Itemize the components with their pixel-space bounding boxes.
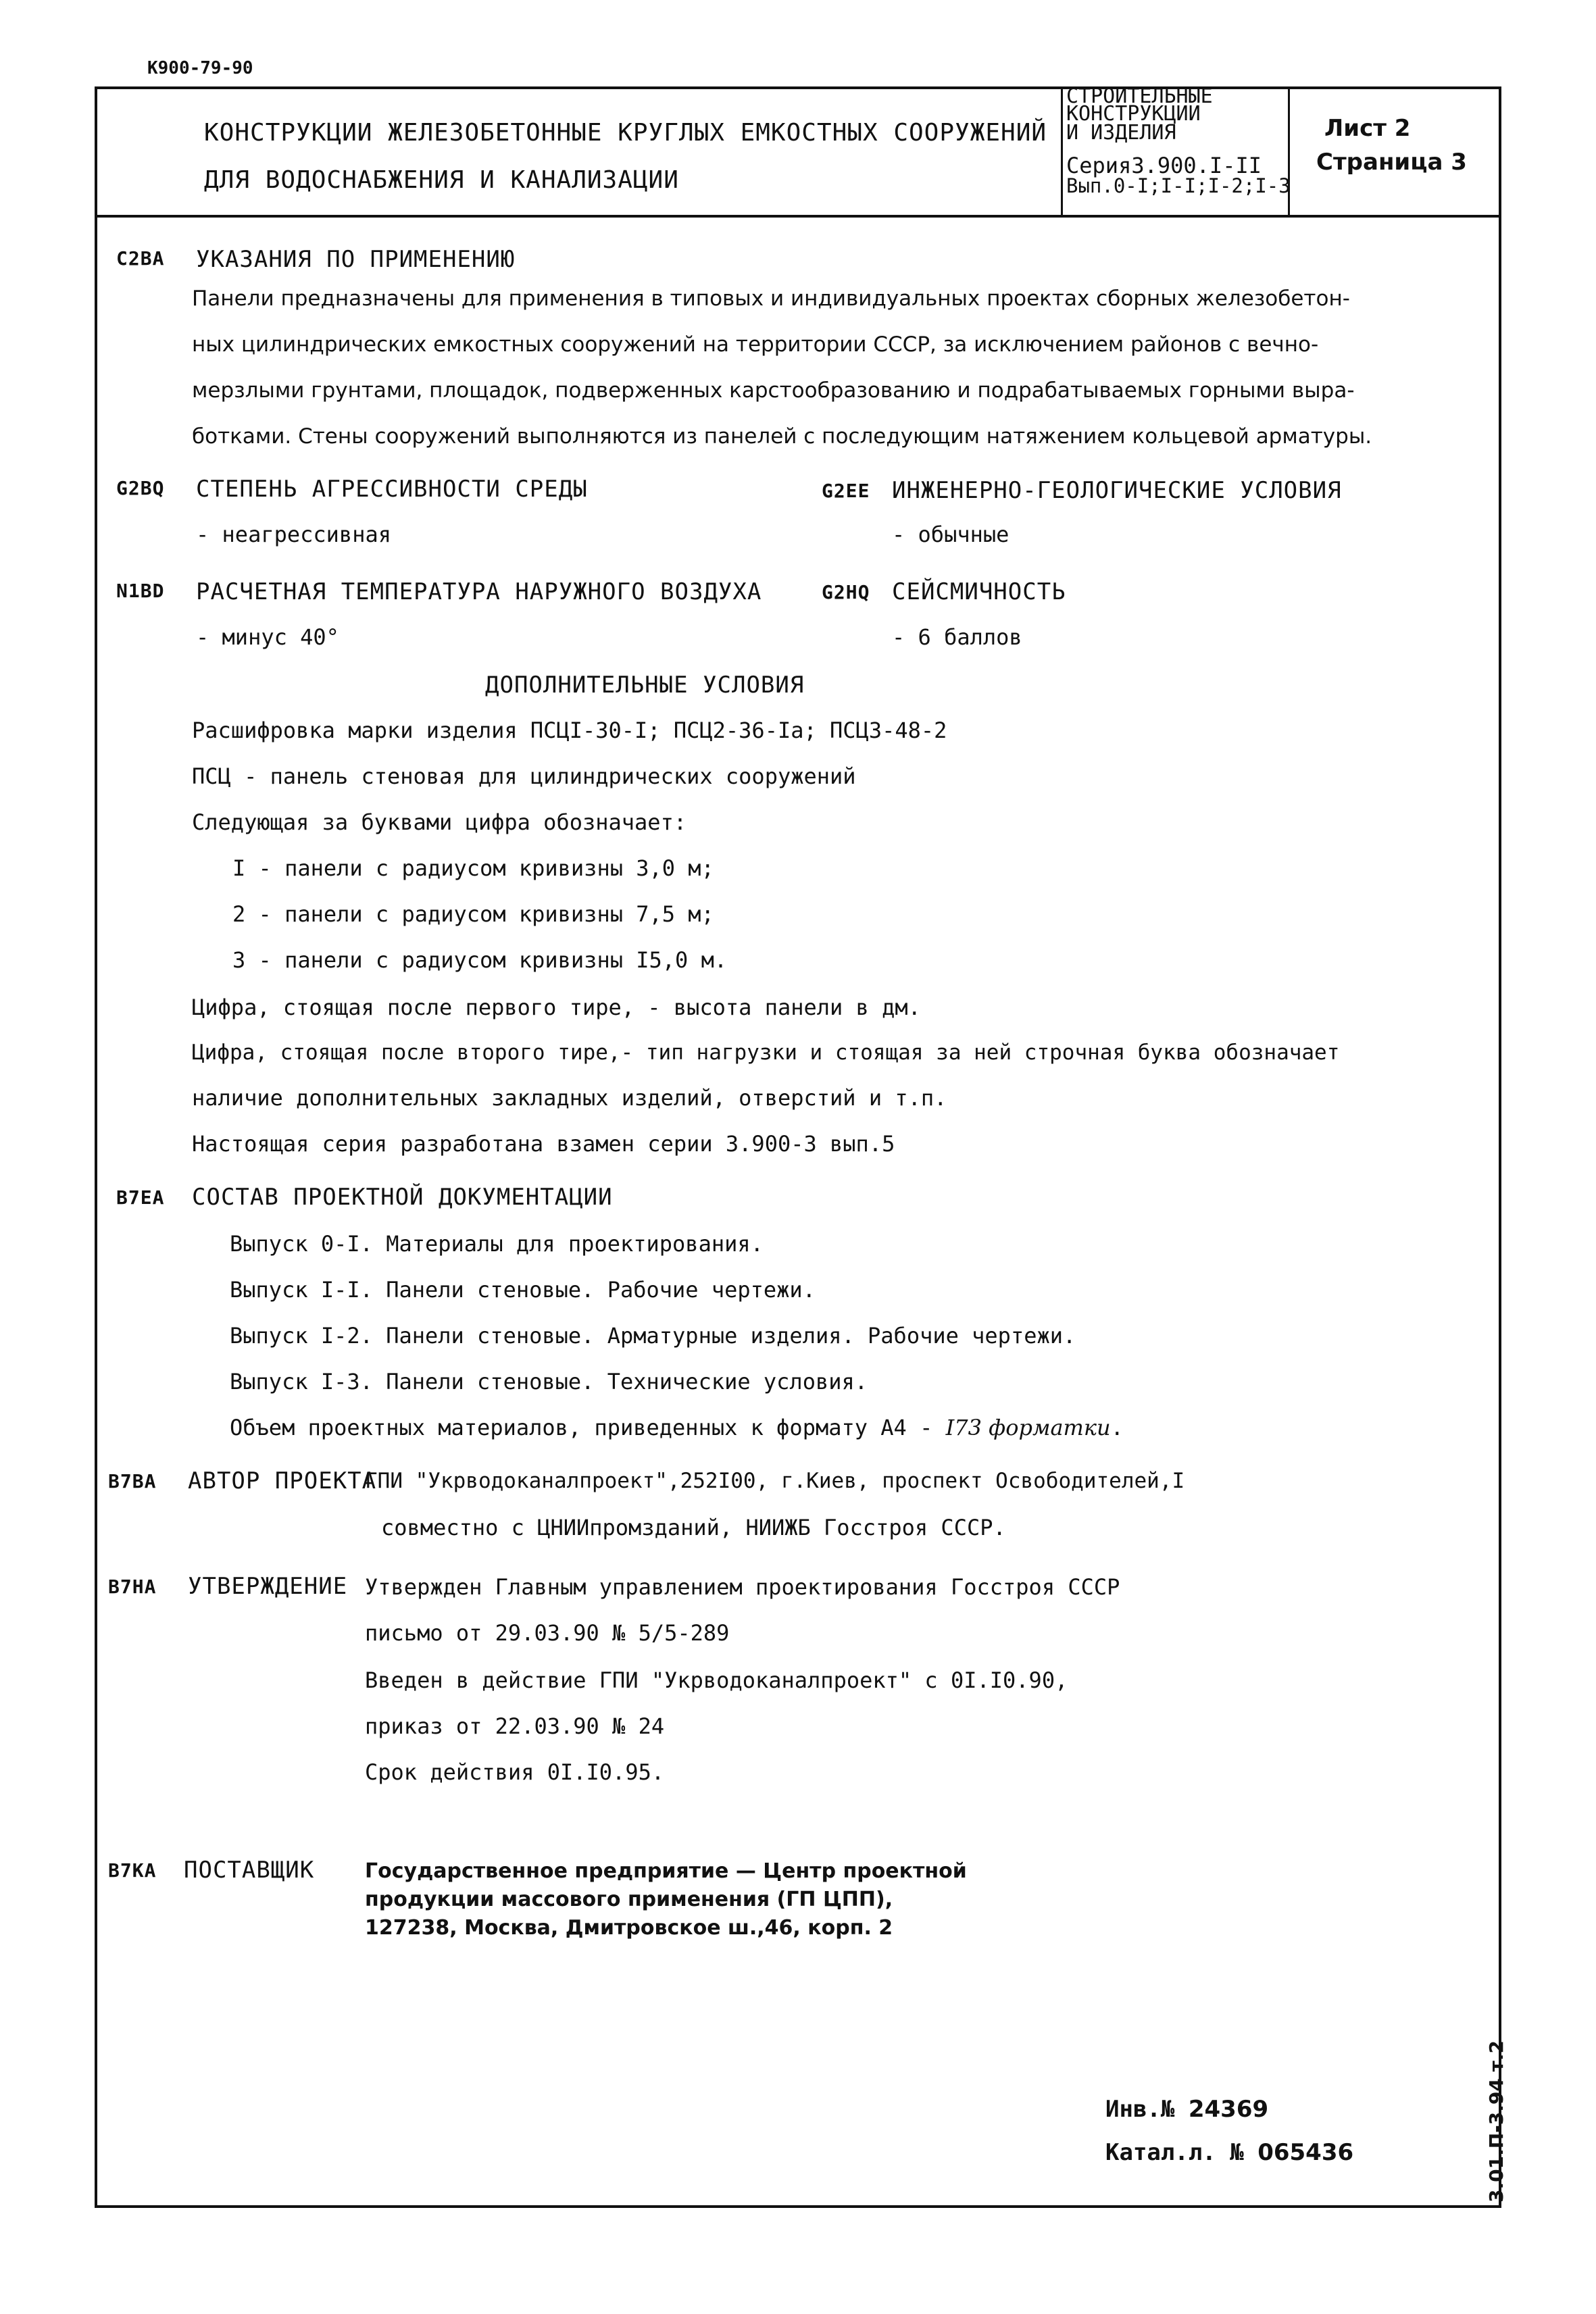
approval-line3: Введен в действие ГПИ "Укрводоканалпроект" с 0I.I0.90,	[365, 1667, 1068, 1693]
series-issues: Вып.0-I;I-I;I-2;I-3	[1066, 174, 1291, 197]
supplier-line1: Государственное предприятие — Центр проектной	[365, 1859, 967, 1883]
header-col-divider-1	[1061, 86, 1063, 216]
supplier-line2: продукции массового применения (ГП ЦПП),	[365, 1888, 893, 1911]
page-number: Страница 3	[1316, 149, 1467, 176]
section-heading-approval: УТВЕРЖДЕНИЕ	[188, 1573, 348, 1600]
radius-item-3: 3 - панели с радиусом кривизны I5,0 м.	[232, 947, 728, 973]
application-text-line4: ботками. Стены сооружений выполняются из панелей с последующим натяжением кольцевой арматуры.	[192, 424, 1372, 449]
section-heading-documentation: СОСТАВ ПРОЕКТНОЙ ДОКУМЕНТАЦИИ	[192, 1184, 613, 1211]
second-dash-meaning-line2: наличие дополнительных закладных изделий, отверстий и т.п.	[192, 1085, 947, 1111]
section-heading-seismic: СЕЙСМИЧНОСТЬ	[892, 578, 1066, 605]
documentation-item-1: Выпуск 0-I. Материалы для проектирования.	[230, 1231, 764, 1257]
section-heading-additional: ДОПОЛНИТЕЛЬНЫЕ УСЛОВИЯ	[485, 672, 805, 699]
approval-line5: Срок действия 0I.I0.95.	[365, 1759, 665, 1785]
section-heading-author: АВТОР ПРОЕКТА	[188, 1467, 377, 1494]
series-line2: КОНСТРУКЦИИ	[1066, 102, 1201, 126]
digit-intro: Следующая за буквами цифра обозначает:	[192, 809, 687, 835]
application-text-line1: Панели предназначены для применения в типовых и индивидуальных проектах сборных железобетон-	[192, 286, 1350, 311]
documentation-volume-end: .	[1110, 1415, 1124, 1440]
inventory-number: 24369	[1188, 2096, 1269, 2123]
author-line2: совместно с ЦНИИпромзданий, НИИЖБ Госстроя СССР.	[381, 1515, 1006, 1540]
approval-line1: Утвержден Главным управлением проектирования Госстроя СССР	[365, 1574, 1120, 1600]
section-code-seismic: G2HQ	[822, 581, 870, 603]
section-code-author: В7ВА	[108, 1470, 157, 1492]
series-line3: И ИЗДЕЛИЯ	[1066, 121, 1176, 145]
section-code-geology: G2EE	[822, 480, 870, 502]
section-code-documentation: В7ЕА	[116, 1186, 165, 1209]
side-stamp: 3.01.П-3.94 т.2	[1485, 2040, 1507, 2203]
documentation-item-4: Выпуск I-3. Панели стеновые. Технические условия.	[230, 1369, 868, 1394]
approval-line4: приказ от 22.03.90 № 24	[365, 1713, 665, 1739]
section-code-approval: В7НА	[108, 1576, 157, 1598]
section-code-aggressiveness: G2BQ	[116, 477, 165, 499]
section-code-supplier: В7КА	[108, 1859, 157, 1882]
first-dash-meaning: Цифра, стоящая после первого тире, - высота панели в дм.	[192, 995, 921, 1020]
catalog-number: 065436	[1257, 2139, 1354, 2166]
supplier-line3: 127238, Москва, Дмитровское ш.,46, корп. 2	[365, 1916, 893, 1940]
inventory-stamp	[1105, 2096, 1268, 2123]
documentation-item-3: Выпуск I-2. Панели стеновые. Арматурные изделия. Рабочие чертежи.	[230, 1323, 1076, 1349]
documentation-volume-text: Объем проектных материалов, приведенных к формату А4 -	[230, 1415, 933, 1440]
series-number: Серия3.900.I-II	[1066, 153, 1262, 178]
psc-definition: ПСЦ - панель стеновая для цилиндрических сооружений	[192, 763, 856, 789]
inventory-label: Инв.№	[1105, 2096, 1175, 2123]
header-title-line2: ДЛЯ ВОДОСНАБЖЕНИЯ И КАНАЛИЗАЦИИ	[204, 166, 679, 194]
radius-item-1: I - панели с радиусом кривизны 3,0 м;	[232, 855, 714, 881]
catalog-label: Катал.л. №	[1105, 2139, 1244, 2166]
temperature-value: - минус 40°	[196, 624, 339, 650]
approval-line2: письмо от 29.03.90 № 5/5-289	[365, 1620, 730, 1646]
section-heading-aggressiveness: СТЕПЕНЬ АГРЕССИВНОСТИ СРЕДЫ	[196, 476, 588, 503]
section-heading-application: УКАЗАНИЯ ПО ПРИМЕНЕНИЮ	[196, 246, 516, 273]
document-code: К900-79-90	[147, 58, 253, 78]
geology-value: - обычные	[892, 522, 1009, 547]
application-text-line3: мерзлыми грунтами, площадок, подверженных карстообразованию и подрабатываемых горными выра-	[192, 378, 1355, 403]
section-code-temperature: N1BD	[116, 580, 165, 602]
second-dash-meaning-line1: Цифра, стоящая после второго тире,- тип нагрузки и стоящая за ней строчная буква обозначает	[192, 1040, 1340, 1065]
application-text-line2: ных цилиндрических емкостных сооружений на территории СССР, за исключением районов с вечно-	[192, 332, 1319, 357]
aggressiveness-value: - неагрессивная	[196, 522, 391, 547]
header-divider	[95, 215, 1501, 218]
section-code-application: С2ВА	[116, 247, 165, 270]
author-line1: ГПИ "Укрводоканалпроект",252I00, г.Киев, проспект Освободителей,I	[365, 1469, 1185, 1493]
documentation-volume-handwritten: I73 форматки	[945, 1415, 1111, 1440]
marking-decoding: Расшифровка марки изделия ПСЦI-30-I; ПСЦ2-36-Iа; ПСЦ3-48-2	[192, 718, 947, 743]
catalog-stamp	[1105, 2139, 1353, 2166]
section-heading-geology: ИНЖЕНЕРНО-ГЕОЛОГИЧЕСКИЕ УСЛОВИЯ	[892, 477, 1342, 504]
documentation-volume	[230, 1415, 1124, 1440]
seismic-value: - 6 баллов	[892, 624, 1022, 650]
series-line1: СТРОИТЕЛЬНЫЕ	[1066, 84, 1213, 108]
header-title-line1: КОНСТРУКЦИИ ЖЕЛЕЗОБЕТОННЫЕ КРУГЛЫХ ЕМКОСТНЫХ СООРУЖЕНИЙ	[204, 119, 1047, 147]
documentation-item-2: Выпуск I-I. Панели стеновые. Рабочие чертежи.	[230, 1277, 816, 1303]
series-replacement: Настоящая серия разработана взамен серии 3.900-3 вып.5	[192, 1131, 895, 1157]
section-heading-supplier: ПОСТАВЩИК	[184, 1857, 315, 1884]
sheet-number: Лист 2	[1324, 115, 1411, 142]
section-heading-temperature: РАСЧЕТНАЯ ТЕМПЕРАТУРА НАРУЖНОГО ВОЗДУХА	[196, 578, 762, 605]
radius-item-2: 2 - панели с радиусом кривизны 7,5 м;	[232, 901, 714, 927]
